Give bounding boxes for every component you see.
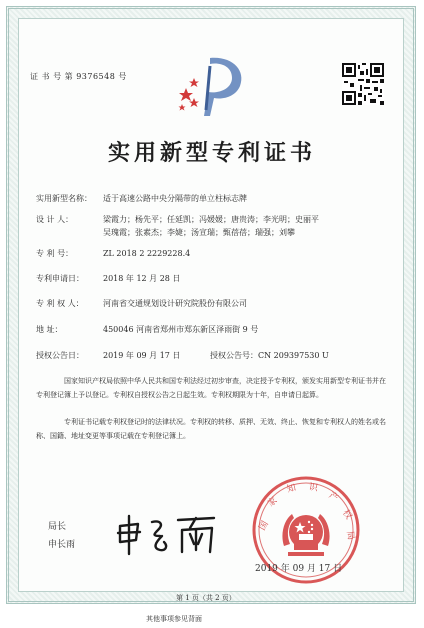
grant-date-row: [36, 350, 180, 361]
svg-text:权: 权: [339, 508, 354, 522]
field-label: 实用新型名称：: [36, 194, 92, 203]
certificate-number: 证 书 号 第 9376548 号: [30, 72, 127, 81]
patent-number-row: [36, 248, 190, 259]
notice-paragraph-1: 国家知识产权局依照中华人民共和国专利法经过初步审查，决定授予专利权，颁发实用新型专利证书并在专利登记簿上予以登记。专利权自授权公告之日起生效。专利权期限为十年，自申请日起算。: [36, 377, 386, 399]
patent-office-emblem-icon: [170, 52, 252, 118]
svg-text:国: 国: [257, 519, 271, 533]
filing-date-row: [36, 273, 180, 284]
grant-number-row: [210, 350, 329, 361]
filing-date: 2018 年 12 月 28 日: [103, 274, 181, 283]
svg-text:家: 家: [266, 495, 280, 510]
seal-date: 2019 年 09 月 17 日: [255, 564, 343, 574]
address-row: [36, 324, 258, 335]
svg-text:识: 识: [308, 482, 319, 494]
page-indicator: 第 1 页（共 2 页）: [176, 594, 236, 602]
certificate-title: 实用新型专利证书: [107, 140, 316, 166]
svg-text:局: 局: [344, 530, 356, 542]
svg-text:知: 知: [285, 483, 298, 496]
patentee: 河南省交通规划设计研究院股份有限公司: [103, 299, 247, 308]
patentee-row: [36, 298, 247, 309]
patent-number: ZL 2018 2 2229228.4: [103, 249, 191, 258]
field-label: 专利申请日：: [36, 274, 84, 283]
inventor-row: [36, 214, 319, 225]
grant-number: CN 209397530 U: [258, 351, 329, 360]
inventors-line-2: 吴瑰霞；张素杰；李婕；汤宣瑞；甄蓓蓓；瑞强；刘攀: [103, 228, 295, 237]
qr-code: [342, 63, 384, 105]
field-label: 授权公告日：: [36, 351, 84, 360]
director-title: 局长: [48, 522, 67, 532]
utility-model-name: 适于高速公路中央分隔带的单立柱标志牌: [103, 194, 247, 203]
svg-text:产: 产: [326, 490, 340, 505]
notice-paragraph-2: 专利证书记载专利权登记时的法律状况。专利权的转移、质押、无效、终止、恢复和专利权人的姓名或名称、国籍、地址变更等事项记载在专利登记簿上。: [36, 418, 386, 440]
utility-model-name-row: [36, 193, 247, 204]
director-name: 申长雨: [48, 540, 76, 550]
address: 450046 河南省郑州市郑东新区泽雨街 9 号: [103, 325, 259, 334]
field-label: 地 址：: [36, 325, 63, 334]
handwritten-signature: [112, 510, 222, 558]
field-label: 设 计 人：: [36, 215, 74, 224]
grant-date: 2019 年 09 月 17 日: [103, 351, 181, 360]
field-label: 专 利 号：: [36, 249, 74, 258]
field-label: 授权公告号：: [210, 351, 258, 360]
inventors-line-1: 梁霞力；杨先平；任延凯；冯媛媛；唐贵涛；李光明；史丽平: [103, 215, 319, 224]
footer-note: 其他事项参见背面: [146, 615, 202, 623]
field-label: 专 利 权 人：: [36, 299, 84, 308]
